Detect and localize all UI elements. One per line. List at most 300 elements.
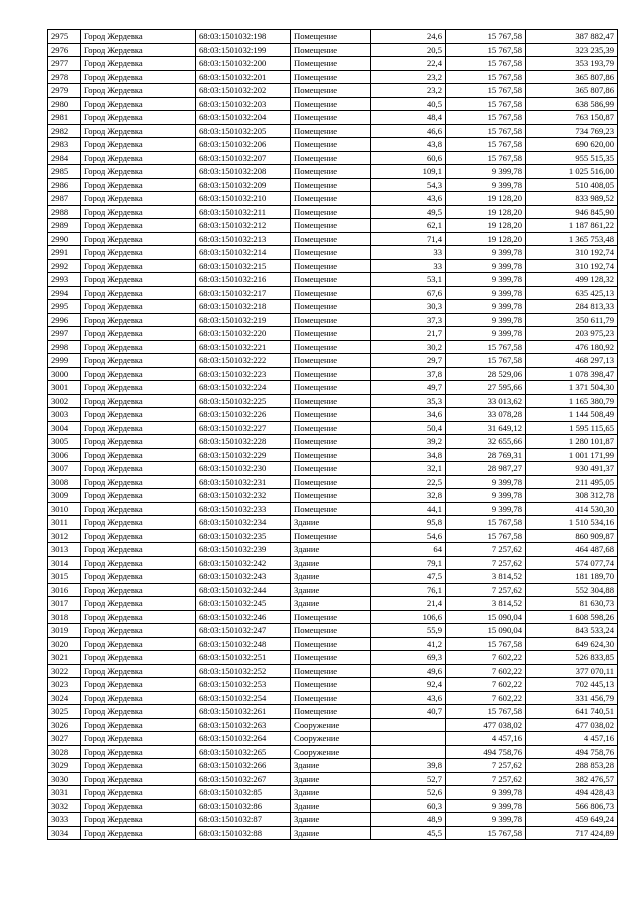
area-cell: 23,2	[371, 70, 446, 84]
specific-value-cell: 7 257,62	[446, 759, 526, 773]
table-row	[48, 340, 618, 354]
table-row	[48, 691, 618, 705]
object-type-cell: Помещение	[291, 448, 371, 462]
cadastral-number-cell: 68:03:1501032:213	[196, 232, 291, 246]
settlement-cell: Город Жердевка	[81, 556, 196, 570]
cadastral-number-cell: 68:03:1501032:214	[196, 246, 291, 260]
row-number-cell: 3019	[48, 624, 81, 638]
area-cell: 22,4	[371, 57, 446, 71]
cadastral-number-cell: 68:03:1501032:216	[196, 273, 291, 287]
settlement-cell: Город Жердевка	[81, 354, 196, 368]
row-number-cell: 3034	[48, 826, 81, 840]
table-row	[48, 813, 618, 827]
object-type-cell: Помещение	[291, 232, 371, 246]
row-number-cell: 3016	[48, 583, 81, 597]
specific-value-cell: 19 128,20	[446, 205, 526, 219]
table-row	[48, 583, 618, 597]
cadastral-value-table	[47, 29, 618, 840]
cadastral-value-cell: 833 989,52	[526, 192, 618, 206]
cadastral-value-cell: 1 078 398,47	[526, 367, 618, 381]
cadastral-number-cell: 68:03:1501032:243	[196, 570, 291, 584]
specific-value-cell: 28 987,27	[446, 462, 526, 476]
cadastral-number-cell: 68:03:1501032:204	[196, 111, 291, 125]
table-row	[48, 232, 618, 246]
cadastral-value-cell: 526 833,85	[526, 651, 618, 665]
settlement-cell: Город Жердевка	[81, 799, 196, 813]
cadastral-value-cell: 459 649,24	[526, 813, 618, 827]
cadastral-value-cell: 323 235,39	[526, 43, 618, 57]
specific-value-cell: 15 767,58	[446, 529, 526, 543]
cadastral-number-cell: 68:03:1501032:266	[196, 759, 291, 773]
row-number-cell: 3032	[48, 799, 81, 813]
row-number-cell: 2988	[48, 205, 81, 219]
cadastral-value-cell: 717 424,89	[526, 826, 618, 840]
specific-value-cell: 15 767,58	[446, 70, 526, 84]
table-row	[48, 178, 618, 192]
cadastral-number-cell: 68:03:1501032:252	[196, 664, 291, 678]
cadastral-value-cell: 552 304,88	[526, 583, 618, 597]
row-number-cell: 3026	[48, 718, 81, 732]
object-type-cell: Здание	[291, 799, 371, 813]
object-type-cell: Помещение	[291, 651, 371, 665]
row-number-cell: 2993	[48, 273, 81, 287]
object-type-cell: Помещение	[291, 678, 371, 692]
area-cell: 47,5	[371, 570, 446, 584]
area-cell: 52,6	[371, 786, 446, 800]
area-cell: 32,8	[371, 489, 446, 503]
row-number-cell: 2983	[48, 138, 81, 152]
settlement-cell: Город Жердевка	[81, 273, 196, 287]
cadastral-value-cell: 310 192,74	[526, 246, 618, 260]
cadastral-value-cell: 464 487,68	[526, 543, 618, 557]
row-number-cell: 3007	[48, 462, 81, 476]
area-cell: 55,9	[371, 624, 446, 638]
row-number-cell: 2990	[48, 232, 81, 246]
cadastral-number-cell: 68:03:1501032:232	[196, 489, 291, 503]
settlement-cell: Город Жердевка	[81, 84, 196, 98]
specific-value-cell: 15 767,58	[446, 151, 526, 165]
row-number-cell: 3033	[48, 813, 81, 827]
area-cell: 30,2	[371, 340, 446, 354]
table-row	[48, 273, 618, 287]
cadastral-number-cell: 68:03:1501032:244	[196, 583, 291, 597]
table-row	[48, 502, 618, 516]
object-type-cell: Здание	[291, 772, 371, 786]
object-type-cell: Помещение	[291, 327, 371, 341]
row-number-cell: 3024	[48, 691, 81, 705]
table-row	[48, 475, 618, 489]
settlement-cell: Город Жердевка	[81, 664, 196, 678]
object-type-cell: Помещение	[291, 151, 371, 165]
settlement-cell: Город Жердевка	[81, 327, 196, 341]
table-row	[48, 327, 618, 341]
specific-value-cell: 9 399,78	[446, 178, 526, 192]
cadastral-number-cell: 68:03:1501032:198	[196, 30, 291, 44]
area-cell: 40,7	[371, 705, 446, 719]
specific-value-cell: 7 602,22	[446, 691, 526, 705]
settlement-cell: Город Жердевка	[81, 165, 196, 179]
settlement-cell: Город Жердевка	[81, 219, 196, 233]
object-type-cell: Помещение	[291, 300, 371, 314]
object-type-cell: Помещение	[291, 70, 371, 84]
cadastral-value-cell: 955 515,35	[526, 151, 618, 165]
cadastral-value-cell: 382 476,57	[526, 772, 618, 786]
table-row	[48, 637, 618, 651]
cadastral-value-cell: 641 740,51	[526, 705, 618, 719]
area-cell: 35,3	[371, 394, 446, 408]
table-row	[48, 448, 618, 462]
specific-value-cell: 33 013,62	[446, 394, 526, 408]
specific-value-cell: 494 758,76	[446, 745, 526, 759]
specific-value-cell: 9 399,78	[446, 165, 526, 179]
specific-value-cell: 15 090,04	[446, 624, 526, 638]
area-cell: 49,6	[371, 664, 446, 678]
row-number-cell: 2977	[48, 57, 81, 71]
cadastral-value-cell: 353 193,79	[526, 57, 618, 71]
row-number-cell: 2997	[48, 327, 81, 341]
settlement-cell: Город Жердевка	[81, 111, 196, 125]
settlement-cell: Город Жердевка	[81, 624, 196, 638]
table-row	[48, 205, 618, 219]
object-type-cell: Помещение	[291, 43, 371, 57]
cadastral-number-cell: 68:03:1501032:230	[196, 462, 291, 476]
cadastral-value-cell: 414 530,30	[526, 502, 618, 516]
table-row	[48, 543, 618, 557]
row-number-cell: 3013	[48, 543, 81, 557]
row-number-cell: 3006	[48, 448, 81, 462]
specific-value-cell: 9 399,78	[446, 246, 526, 260]
table-row	[48, 381, 618, 395]
table-row	[48, 651, 618, 665]
area-cell: 40,5	[371, 97, 446, 111]
specific-value-cell: 15 767,58	[446, 30, 526, 44]
object-type-cell: Помещение	[291, 637, 371, 651]
row-number-cell: 3004	[48, 421, 81, 435]
table-row	[48, 718, 618, 732]
object-type-cell: Помещение	[291, 435, 371, 449]
row-number-cell: 2991	[48, 246, 81, 260]
area-cell: 33	[371, 246, 446, 260]
object-type-cell: Помещение	[291, 529, 371, 543]
specific-value-cell: 32 655,66	[446, 435, 526, 449]
cadastral-value-cell: 1 187 861,22	[526, 219, 618, 233]
row-number-cell: 3023	[48, 678, 81, 692]
object-type-cell: Здание	[291, 516, 371, 530]
settlement-cell: Город Жердевка	[81, 678, 196, 692]
cadastral-value-cell: 1 280 101,87	[526, 435, 618, 449]
settlement-cell: Город Жердевка	[81, 462, 196, 476]
area-cell: 30,3	[371, 300, 446, 314]
row-number-cell: 3001	[48, 381, 81, 395]
row-number-cell: 3003	[48, 408, 81, 422]
object-type-cell: Помещение	[291, 462, 371, 476]
object-type-cell: Помещение	[291, 367, 371, 381]
cadastral-number-cell: 68:03:1501032:239	[196, 543, 291, 557]
settlement-cell: Город Жердевка	[81, 813, 196, 827]
specific-value-cell: 15 767,58	[446, 57, 526, 71]
specific-value-cell: 15 767,58	[446, 637, 526, 651]
object-type-cell: Помещение	[291, 624, 371, 638]
settlement-cell: Город Жердевка	[81, 772, 196, 786]
cadastral-number-cell: 68:03:1501032:202	[196, 84, 291, 98]
cadastral-number-cell: 68:03:1501032:220	[196, 327, 291, 341]
cadastral-value-cell: 690 620,00	[526, 138, 618, 152]
table-row	[48, 286, 618, 300]
specific-value-cell: 9 399,78	[446, 300, 526, 314]
row-number-cell: 3012	[48, 529, 81, 543]
area-cell: 24,6	[371, 30, 446, 44]
table-row	[48, 705, 618, 719]
area-cell: 60,3	[371, 799, 446, 813]
settlement-cell: Город Жердевка	[81, 151, 196, 165]
cadastral-number-cell: 68:03:1501032:207	[196, 151, 291, 165]
row-number-cell: 3021	[48, 651, 81, 665]
specific-value-cell: 19 128,20	[446, 219, 526, 233]
table-row	[48, 219, 618, 233]
cadastral-value-cell: 566 806,73	[526, 799, 618, 813]
cadastral-value-cell: 843 533,24	[526, 624, 618, 638]
cadastral-number-cell: 68:03:1501032:248	[196, 637, 291, 651]
row-number-cell: 3010	[48, 502, 81, 516]
row-number-cell: 3031	[48, 786, 81, 800]
cadastral-number-cell: 68:03:1501032:229	[196, 448, 291, 462]
row-number-cell: 3015	[48, 570, 81, 584]
row-number-cell: 3011	[48, 516, 81, 530]
specific-value-cell: 3 814,52	[446, 597, 526, 611]
specific-value-cell: 9 399,78	[446, 502, 526, 516]
area-cell	[371, 718, 446, 732]
area-cell: 34,6	[371, 408, 446, 422]
cadastral-number-cell: 68:03:1501032:200	[196, 57, 291, 71]
area-cell: 54,3	[371, 178, 446, 192]
settlement-cell: Город Жердевка	[81, 529, 196, 543]
area-cell: 22,5	[371, 475, 446, 489]
cadastral-value-cell: 499 128,32	[526, 273, 618, 287]
table-row	[48, 246, 618, 260]
cadastral-number-cell: 68:03:1501032:199	[196, 43, 291, 57]
object-type-cell: Здание	[291, 543, 371, 557]
specific-value-cell: 7 257,62	[446, 772, 526, 786]
row-number-cell: 3030	[48, 772, 81, 786]
area-cell: 43,6	[371, 192, 446, 206]
specific-value-cell: 477 038,02	[446, 718, 526, 732]
area-cell: 20,5	[371, 43, 446, 57]
area-cell: 106,6	[371, 610, 446, 624]
specific-value-cell: 27 595,66	[446, 381, 526, 395]
row-number-cell: 3014	[48, 556, 81, 570]
object-type-cell: Здание	[291, 826, 371, 840]
table-row	[48, 421, 618, 435]
table-row	[48, 610, 618, 624]
row-number-cell: 3025	[48, 705, 81, 719]
specific-value-cell: 15 767,58	[446, 340, 526, 354]
settlement-cell: Город Жердевка	[81, 610, 196, 624]
table-row	[48, 97, 618, 111]
settlement-cell: Город Жердевка	[81, 637, 196, 651]
cadastral-number-cell: 68:03:1501032:210	[196, 192, 291, 206]
area-cell: 32,1	[371, 462, 446, 476]
object-type-cell: Помещение	[291, 192, 371, 206]
row-number-cell: 2981	[48, 111, 81, 125]
area-cell: 49,5	[371, 205, 446, 219]
cadastral-value-cell: 288 853,28	[526, 759, 618, 773]
area-cell: 62,1	[371, 219, 446, 233]
specific-value-cell: 7 257,62	[446, 556, 526, 570]
cadastral-number-cell: 68:03:1501032:228	[196, 435, 291, 449]
table-row	[48, 138, 618, 152]
specific-value-cell: 15 767,58	[446, 84, 526, 98]
cadastral-value-cell: 308 312,78	[526, 489, 618, 503]
row-number-cell: 2989	[48, 219, 81, 233]
cadastral-value-cell: 468 297,13	[526, 354, 618, 368]
settlement-cell: Город Жердевка	[81, 286, 196, 300]
settlement-cell: Город Жердевка	[81, 70, 196, 84]
cadastral-value-cell: 476 180,92	[526, 340, 618, 354]
table-row	[48, 624, 618, 638]
settlement-cell: Город Жердевка	[81, 543, 196, 557]
settlement-cell: Город Жердевка	[81, 313, 196, 327]
cadastral-number-cell: 68:03:1501032:263	[196, 718, 291, 732]
row-number-cell: 2979	[48, 84, 81, 98]
cadastral-value-cell: 763 150,87	[526, 111, 618, 125]
object-type-cell: Помещение	[291, 408, 371, 422]
cadastral-number-cell: 68:03:1501032:221	[196, 340, 291, 354]
specific-value-cell: 15 767,58	[446, 826, 526, 840]
row-number-cell: 3027	[48, 732, 81, 746]
cadastral-value-cell: 377 070,11	[526, 664, 618, 678]
settlement-cell: Город Жердевка	[81, 597, 196, 611]
object-type-cell: Здание	[291, 597, 371, 611]
settlement-cell: Город Жердевка	[81, 394, 196, 408]
object-type-cell: Помещение	[291, 259, 371, 273]
specific-value-cell: 19 128,20	[446, 192, 526, 206]
settlement-cell: Город Жердевка	[81, 705, 196, 719]
specific-value-cell: 28 529,06	[446, 367, 526, 381]
object-type-cell: Помещение	[291, 124, 371, 138]
settlement-cell: Город Жердевка	[81, 502, 196, 516]
object-type-cell: Помещение	[291, 246, 371, 260]
object-type-cell: Помещение	[291, 489, 371, 503]
cadastral-number-cell: 68:03:1501032:85	[196, 786, 291, 800]
area-cell: 43,8	[371, 138, 446, 152]
cadastral-value-cell: 1 510 534,16	[526, 516, 618, 530]
cadastral-value-cell: 635 425,13	[526, 286, 618, 300]
cadastral-number-cell: 68:03:1501032:235	[196, 529, 291, 543]
area-cell: 43,6	[371, 691, 446, 705]
cadastral-number-cell: 68:03:1501032:231	[196, 475, 291, 489]
table-row	[48, 259, 618, 273]
specific-value-cell: 15 767,58	[446, 354, 526, 368]
settlement-cell: Город Жердевка	[81, 232, 196, 246]
cadastral-value-cell: 930 491,37	[526, 462, 618, 476]
table-row	[48, 84, 618, 98]
settlement-cell: Город Жердевка	[81, 651, 196, 665]
area-cell: 67,6	[371, 286, 446, 300]
area-cell: 109,1	[371, 165, 446, 179]
cadastral-number-cell: 68:03:1501032:265	[196, 745, 291, 759]
row-number-cell: 2995	[48, 300, 81, 314]
cadastral-number-cell: 68:03:1501032:254	[196, 691, 291, 705]
cadastral-number-cell: 68:03:1501032:203	[196, 97, 291, 111]
cadastral-number-cell: 68:03:1501032:215	[196, 259, 291, 273]
object-type-cell: Здание	[291, 583, 371, 597]
table-row	[48, 300, 618, 314]
row-number-cell: 3028	[48, 745, 81, 759]
row-number-cell: 3020	[48, 637, 81, 651]
settlement-cell: Город Жердевка	[81, 570, 196, 584]
cadastral-value-cell: 1 165 380,79	[526, 394, 618, 408]
cadastral-number-cell: 68:03:1501032:227	[196, 421, 291, 435]
object-type-cell: Сооружение	[291, 745, 371, 759]
specific-value-cell: 7 257,62	[446, 583, 526, 597]
settlement-cell: Город Жердевка	[81, 489, 196, 503]
cadastral-number-cell: 68:03:1501032:211	[196, 205, 291, 219]
object-type-cell: Помещение	[291, 354, 371, 368]
area-cell: 48,9	[371, 813, 446, 827]
table-row	[48, 462, 618, 476]
cadastral-value-cell: 494 758,76	[526, 745, 618, 759]
settlement-cell: Город Жердевка	[81, 138, 196, 152]
area-cell: 37,3	[371, 313, 446, 327]
row-number-cell: 2975	[48, 30, 81, 44]
settlement-cell: Город Жердевка	[81, 435, 196, 449]
object-type-cell: Сооружение	[291, 718, 371, 732]
row-number-cell: 2986	[48, 178, 81, 192]
settlement-cell: Город Жердевка	[81, 246, 196, 260]
object-type-cell: Помещение	[291, 205, 371, 219]
specific-value-cell: 9 399,78	[446, 313, 526, 327]
cadastral-number-cell: 68:03:1501032:217	[196, 286, 291, 300]
settlement-cell: Город Жердевка	[81, 205, 196, 219]
settlement-cell: Город Жердевка	[81, 57, 196, 71]
cadastral-number-cell: 68:03:1501032:209	[196, 178, 291, 192]
settlement-cell: Город Жердевка	[81, 367, 196, 381]
cadastral-value-cell: 1 371 504,30	[526, 381, 618, 395]
area-cell: 50,4	[371, 421, 446, 435]
specific-value-cell: 3 814,52	[446, 570, 526, 584]
table-row	[48, 732, 618, 746]
area-cell: 92,4	[371, 678, 446, 692]
row-number-cell: 2999	[48, 354, 81, 368]
cadastral-value-cell: 946 845,90	[526, 205, 618, 219]
specific-value-cell: 15 767,58	[446, 516, 526, 530]
object-type-cell: Помещение	[291, 111, 371, 125]
settlement-cell: Город Жердевка	[81, 178, 196, 192]
object-type-cell: Помещение	[291, 421, 371, 435]
row-number-cell: 2980	[48, 97, 81, 111]
object-type-cell: Помещение	[291, 394, 371, 408]
row-number-cell: 2992	[48, 259, 81, 273]
specific-value-cell: 15 767,58	[446, 124, 526, 138]
area-cell: 33	[371, 259, 446, 273]
area-cell: 21,7	[371, 327, 446, 341]
object-type-cell: Помещение	[291, 97, 371, 111]
row-number-cell: 3000	[48, 367, 81, 381]
table-row	[48, 313, 618, 327]
cadastral-number-cell: 68:03:1501032:246	[196, 610, 291, 624]
table-row	[48, 597, 618, 611]
area-cell: 76,1	[371, 583, 446, 597]
row-number-cell: 2996	[48, 313, 81, 327]
settlement-cell: Город Жердевка	[81, 448, 196, 462]
cadastral-value-cell: 365 807,86	[526, 84, 618, 98]
cadastral-number-cell: 68:03:1501032:208	[196, 165, 291, 179]
table-row	[48, 354, 618, 368]
cadastral-value-cell: 4 457,16	[526, 732, 618, 746]
specific-value-cell: 9 399,78	[446, 286, 526, 300]
specific-value-cell: 9 399,78	[446, 799, 526, 813]
area-cell: 23,2	[371, 84, 446, 98]
